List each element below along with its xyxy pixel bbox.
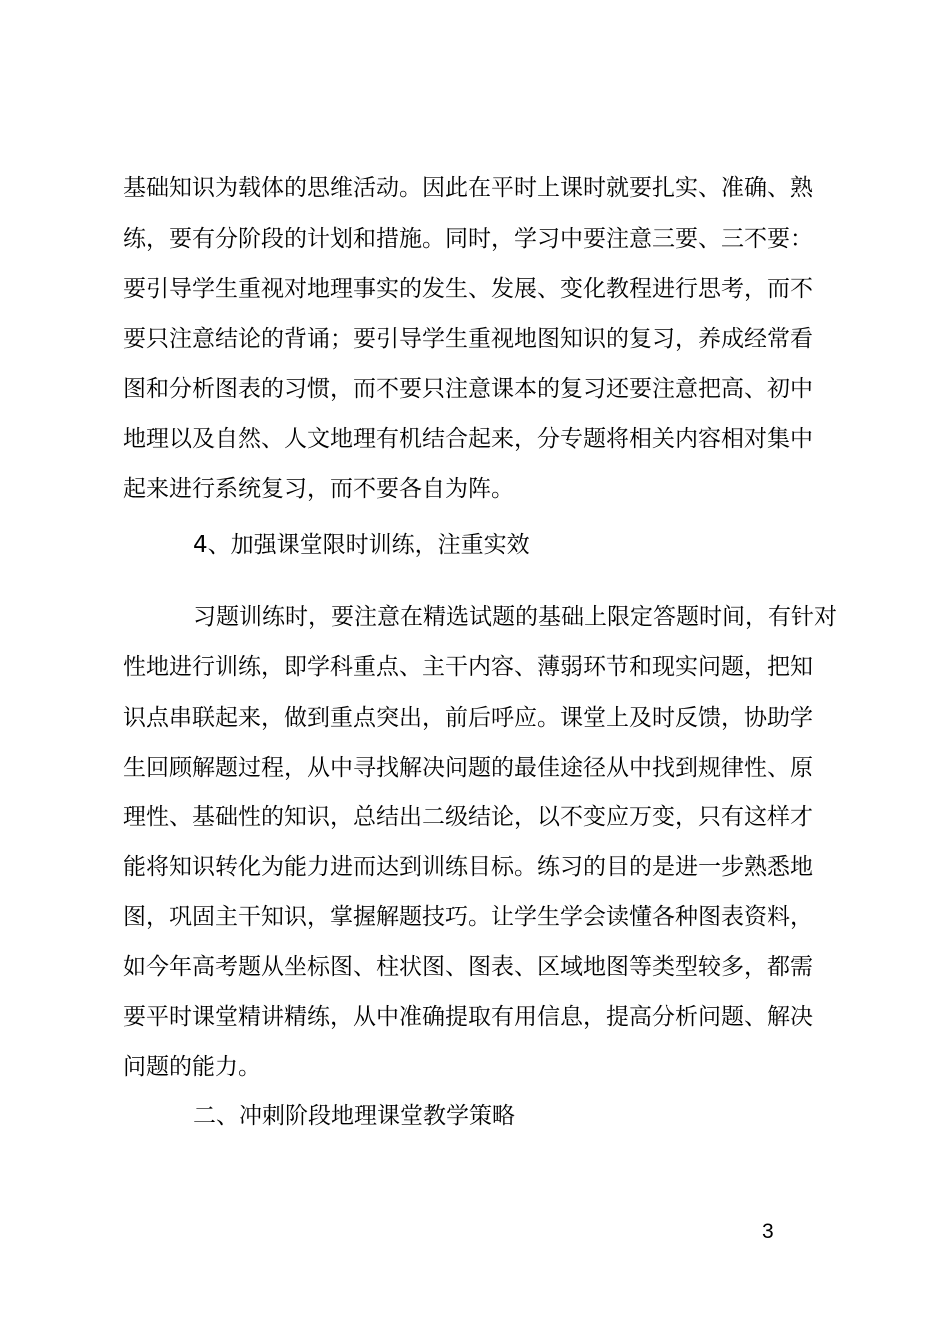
paragraph-2-line-2: 性地进行训练，即学科重点、主干内容、薄弱环节和现实问题，把知	[123, 654, 813, 680]
paragraph-1-line-4: 要只注意结论的背诵；要引导学生重视地图知识的复习，养成经常看	[123, 326, 813, 352]
paragraph-1-line-2: 练，要有分阶段的计划和措施。同时，学习中要注意三要、三不要：	[123, 226, 813, 252]
paragraph-1-line-7: 起来进行系统复习，而不要各自为阵。	[123, 476, 514, 502]
paragraph-1-line-5: 图和分析图表的习惯，而不要只注意课本的复习还要注意把高、初中	[123, 376, 813, 402]
paragraph-2-line-6: 能将知识转化为能力进而达到训练目标。练习的目的是进一步熟悉地	[123, 854, 813, 880]
paragraph-1-line-6: 地理以及自然、人文地理有机结合起来，分专题将相关内容相对集中	[123, 426, 813, 452]
paragraph-2-line-7: 图，巩固主干知识，掌握解题技巧。让学生学会读懂各种图表资料，	[123, 904, 813, 930]
section-heading-4: 4、加强课堂限时训练，注重实效	[193, 532, 530, 558]
paragraph-2-line-5: 理性、基础性的知识，总结出二级结论，以不变应万变，只有这样才	[123, 804, 813, 830]
paragraph-2-line-9: 要平时课堂精讲精练，从中准确提取有用信息，提高分析问题、解决	[123, 1004, 813, 1030]
section-heading-2: 二、冲刺阶段地理课堂教学策略	[193, 1103, 515, 1129]
paragraph-2-line-10: 问题的能力。	[123, 1054, 261, 1080]
page-number: 3	[762, 1220, 774, 1243]
paragraph-2-line-4: 生回顾解题过程，从中寻找解决问题的最佳途径从中找到规律性、原	[123, 755, 813, 781]
paragraph-1-line-3: 要引导学生重视对地理事实的发生、发展、变化教程进行思考，而不	[123, 276, 813, 302]
paragraph-2-line-8: 如今年高考题从坐标图、柱状图、图表、区域地图等类型较多，都需	[123, 954, 813, 980]
paragraph-2-line-1: 习题训练时，要注意在精选试题的基础上限定答题时间，有针对	[193, 604, 837, 630]
paragraph-2-line-3: 识点串联起来，做到重点突出，前后呼应。课堂上及时反馈，协助学	[123, 705, 813, 731]
paragraph-1-line-1: 基础知识为载体的思维活动。因此在平时上课时就要扎实、准确、熟	[123, 175, 813, 201]
